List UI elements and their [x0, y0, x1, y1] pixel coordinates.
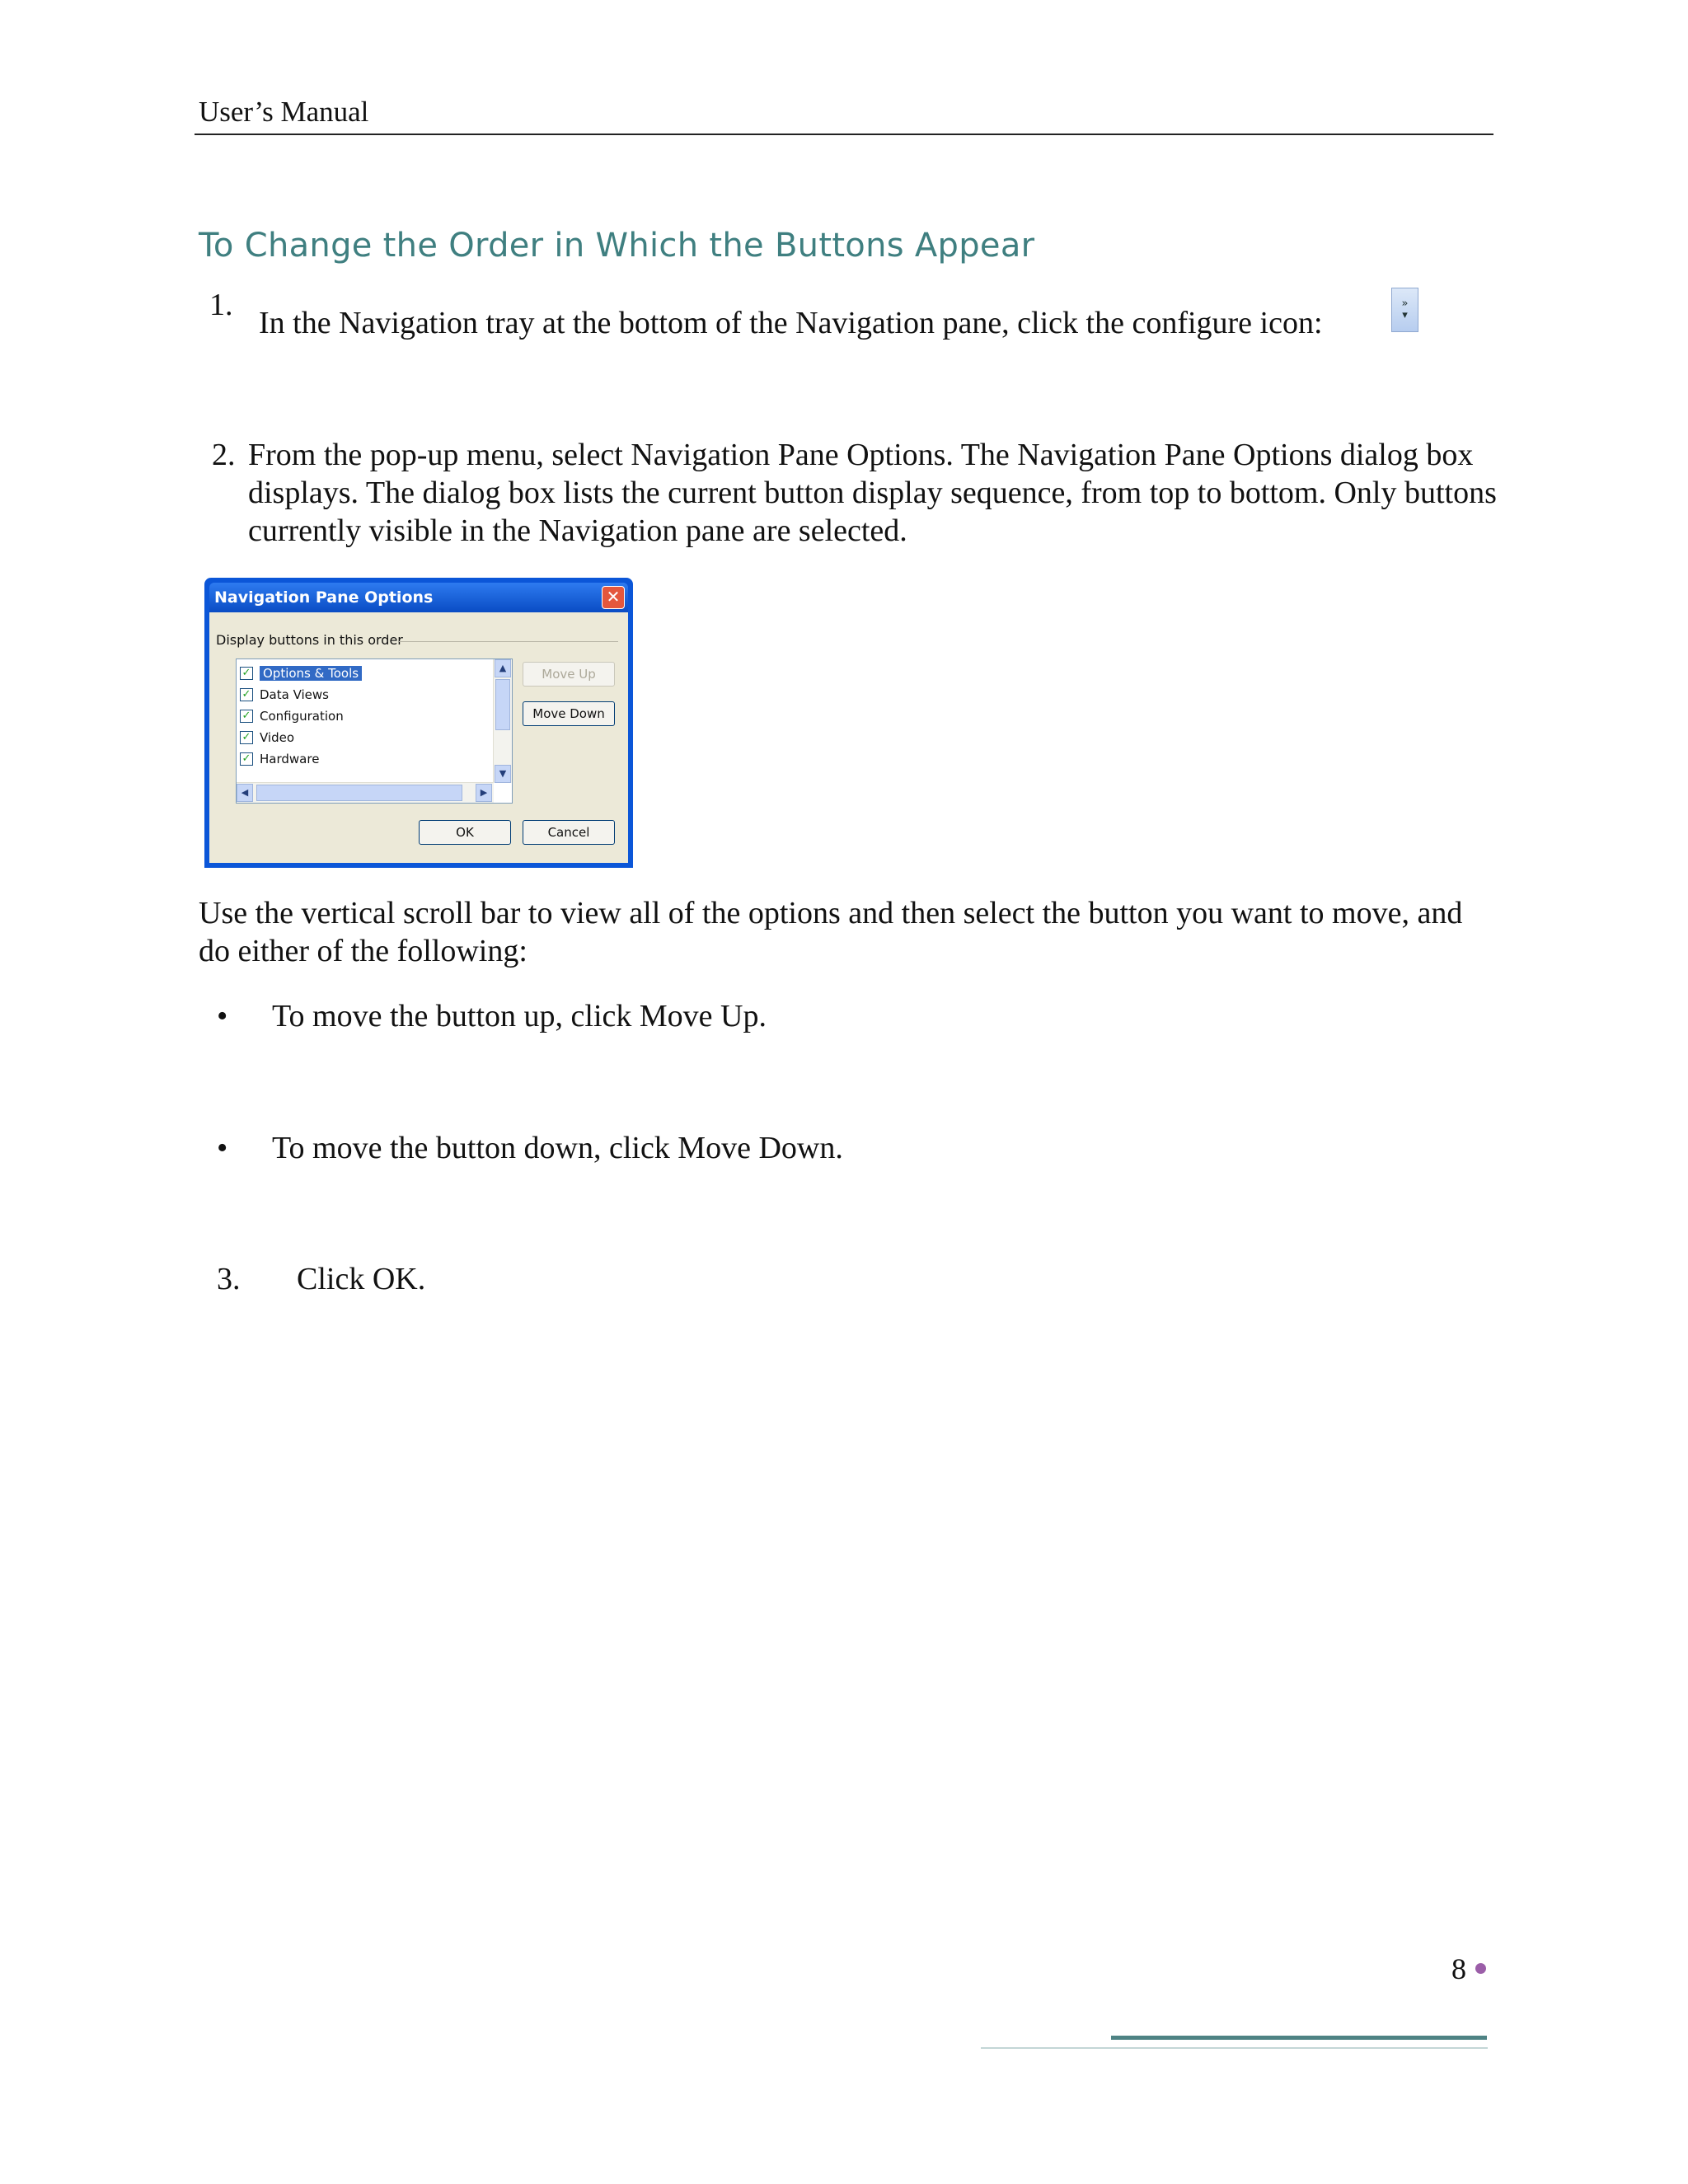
step-2-number: 2. — [212, 438, 236, 472]
checkbox-checked-icon[interactable]: ✓ — [240, 710, 253, 723]
step-1-number: 1. — [209, 288, 233, 322]
cancel-button[interactable]: Cancel — [523, 820, 615, 845]
vertical-scrollbar[interactable] — [493, 659, 512, 783]
page-number: 8 — [1451, 1952, 1466, 1985]
configure-icon — [1391, 288, 1418, 332]
list-item[interactable] — [240, 705, 344, 727]
list-item[interactable] — [240, 663, 362, 684]
checkbox-checked-icon[interactable]: ✓ — [240, 752, 253, 766]
bullet-icon: • — [217, 1131, 228, 1165]
ok-button[interactable]: OK — [419, 820, 511, 845]
scroll-up-icon[interactable]: ▲ — [495, 659, 511, 677]
scroll-thumb[interactable] — [495, 679, 510, 730]
dialog-titlebar — [209, 583, 628, 612]
step-3-text: Click OK. — [297, 1262, 426, 1296]
page-dot-icon — [1475, 1963, 1486, 1974]
scroll-thumb[interactable] — [256, 785, 462, 801]
list-item-label: Options & Tools — [260, 666, 362, 681]
dialog-body — [209, 612, 628, 863]
footer-rule — [981, 2047, 1488, 2049]
footer-accent-rule — [1111, 2036, 1487, 2040]
scroll-left-icon[interactable]: ◀ — [237, 784, 253, 802]
dropdown-arrow-icon: ▾ — [1402, 309, 1408, 321]
list-item[interactable] — [240, 727, 294, 748]
header-rule — [195, 134, 1493, 135]
double-chevron-icon: » — [1401, 298, 1409, 310]
button-order-listbox[interactable] — [236, 658, 513, 804]
step-1-text: In the Navigation tray at the bottom of the Navigation pane, click the configure icon: — [259, 306, 1323, 340]
list-item-label: Configuration — [260, 709, 344, 724]
move-up-button[interactable]: Move Up — [523, 662, 615, 687]
dialog-title: Navigation Pane Options — [214, 588, 434, 607]
list-item-label: Data Views — [260, 687, 329, 702]
step-3-number: 3. — [217, 1262, 241, 1296]
running-header: User’s Manual — [199, 96, 369, 128]
navigation-pane-options-dialog — [204, 578, 633, 868]
bullet-move-down: To move the button down, click Move Down. — [272, 1131, 843, 1165]
list-item-label: Video — [260, 730, 295, 745]
scroll-right-icon[interactable]: ▶ — [476, 784, 492, 802]
group-divider — [399, 641, 618, 642]
group-label: Display buttons in this order — [216, 632, 408, 648]
close-icon[interactable]: ✕ — [602, 586, 625, 609]
checkbox-checked-icon[interactable]: ✓ — [240, 688, 253, 701]
move-down-button[interactable]: Move Down — [523, 701, 615, 726]
section-title: To Change the Order in Which the Buttons Appear — [199, 227, 1035, 265]
horizontal-scrollbar[interactable] — [237, 782, 494, 803]
list-item-label: Hardware — [260, 752, 320, 766]
list-item[interactable] — [240, 684, 329, 705]
checkbox-checked-icon[interactable]: ✓ — [240, 667, 253, 680]
checkbox-checked-icon[interactable]: ✓ — [240, 731, 253, 744]
scroll-down-icon[interactable]: ▼ — [495, 765, 511, 783]
instructions-paragraph: Use the vertical scroll bar to view all of the options and then select the button you want to move, and do either of the following: — [199, 896, 1463, 968]
bullet-move-up: To move the button up, click Move Up. — [272, 999, 767, 1033]
step-2-text: From the pop-up menu, select Navigation Pane Options. The Navigation Pane Options dialog box displays. The dialog box lists the current button display sequence, from top to bottom. Only buttons currently visible in the Navigation pane are selected. — [248, 438, 1497, 548]
list-item[interactable] — [240, 748, 319, 770]
bullet-icon: • — [217, 999, 228, 1033]
